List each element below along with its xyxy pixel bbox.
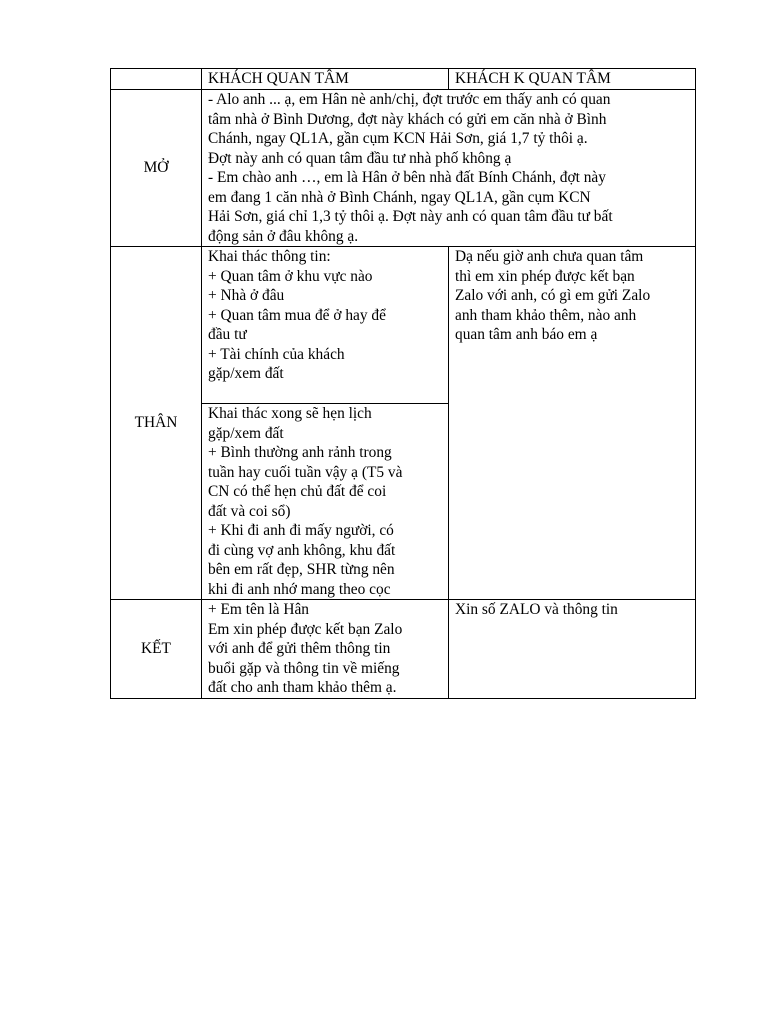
body-explore-content <box>202 247 449 404</box>
open-line: Hải Sơn, giá chỉ 1,3 tỷ thôi ạ. Đợt này anh có quan tâm đầu tư bất <box>208 208 613 225</box>
schedule-line: khi đi anh nhớ mang theo cọc <box>208 580 391 598</box>
close-not-interested-content <box>449 600 696 699</box>
schedule-line: tuần hay cuối tuần vậy ạ (T5 và <box>208 463 403 481</box>
open-line: em đang 1 căn nhà ở Bình Chánh, ngay QL1A, gần cụm KCN <box>208 188 591 206</box>
body-not-interested-content <box>449 247 696 600</box>
open-row <box>111 90 696 247</box>
open-content <box>202 90 696 247</box>
body-schedule-content <box>202 404 449 600</box>
header-interested: KHÁCH QUAN TÂM <box>202 69 449 90</box>
close-row <box>111 600 696 699</box>
close-line: + Em tên là Hân <box>208 601 309 618</box>
schedule-line: đất và coi sổ) <box>208 502 291 520</box>
not-interested-line: Zalo với anh, có gì em gửi Zalo <box>455 287 651 304</box>
sales-script-table <box>110 68 696 699</box>
not-interested-line: quan tâm anh báo em ạ <box>455 326 598 343</box>
explore-line: đầu tư <box>208 326 247 343</box>
not-interested-line: anh tham khảo thêm, nào anh <box>455 306 637 324</box>
open-line: - Alo anh ... ạ, em Hân nè anh/chị, đợt trước em thấy anh có quan <box>208 91 611 108</box>
body-row-explore <box>111 247 696 404</box>
header-blank-cell <box>111 69 202 90</box>
explore-line: + Quan tâm mua để ở hay để <box>208 306 386 324</box>
explore-line: gặp/xem đất <box>208 365 284 382</box>
open-line: tâm nhà ở Bình Dương, đợt này khách có gửi em căn nhà ở Bình <box>208 110 607 128</box>
stage-body: THÂN <box>111 247 202 600</box>
not-interested-line: Dạ nếu giờ anh chưa quan tâm <box>455 248 644 265</box>
header-not-interested: KHÁCH K QUAN TÂM <box>449 69 696 90</box>
open-line: động sản ở đâu không ạ. <box>208 227 359 245</box>
close-line: đất cho anh tham khảo thêm ạ. <box>208 679 397 696</box>
schedule-line: + Khi đi anh đi mấy người, có <box>208 522 394 539</box>
stage-close: KẾT <box>111 600 202 699</box>
open-line: Chánh, ngay QL1A, gần cụm KCN Hải Sơn, giá 1,7 tỷ thôi ạ. <box>208 130 588 147</box>
close-not-interested-line: Xin số ZALO và thông tin <box>455 601 618 618</box>
close-interested-content <box>202 600 449 699</box>
schedule-line: + Bình thường anh rảnh trong <box>208 444 392 461</box>
schedule-line: Khai thác xong sẽ hẹn lịch <box>208 405 372 422</box>
close-line: với anh để gửi thêm thông tin <box>208 640 391 657</box>
schedule-line: gặp/xem đất <box>208 424 284 442</box>
schedule-line: CN có thể hẹn chủ đất để coi <box>208 483 387 500</box>
not-interested-line: thì em xin phép được kết bạn <box>455 267 635 285</box>
open-line: Đợt này anh có quan tâm đầu tư nhà phố không ạ <box>208 149 512 167</box>
explore-line: + Tài chính của khách <box>208 345 345 363</box>
explore-line: + Nhà ở đâu <box>208 287 285 304</box>
table-header-row <box>111 69 696 90</box>
stage-open: MỞ <box>111 90 202 247</box>
schedule-line: bên em rất đẹp, SHR từng nên <box>208 561 395 578</box>
open-line: - Em chào anh …, em là Hân ở bên nhà đất Bính Chánh, đợt này <box>208 169 606 186</box>
schedule-line: đi cùng vợ anh không, khu đất <box>208 541 396 559</box>
explore-line: + Quan tâm ở khu vực nào <box>208 267 373 285</box>
explore-line: Khai thác thông tin: <box>208 248 331 265</box>
close-line: buổi gặp và thông tin về miếng <box>208 659 400 677</box>
close-line: Em xin phép được kết bạn Zalo <box>208 620 403 638</box>
